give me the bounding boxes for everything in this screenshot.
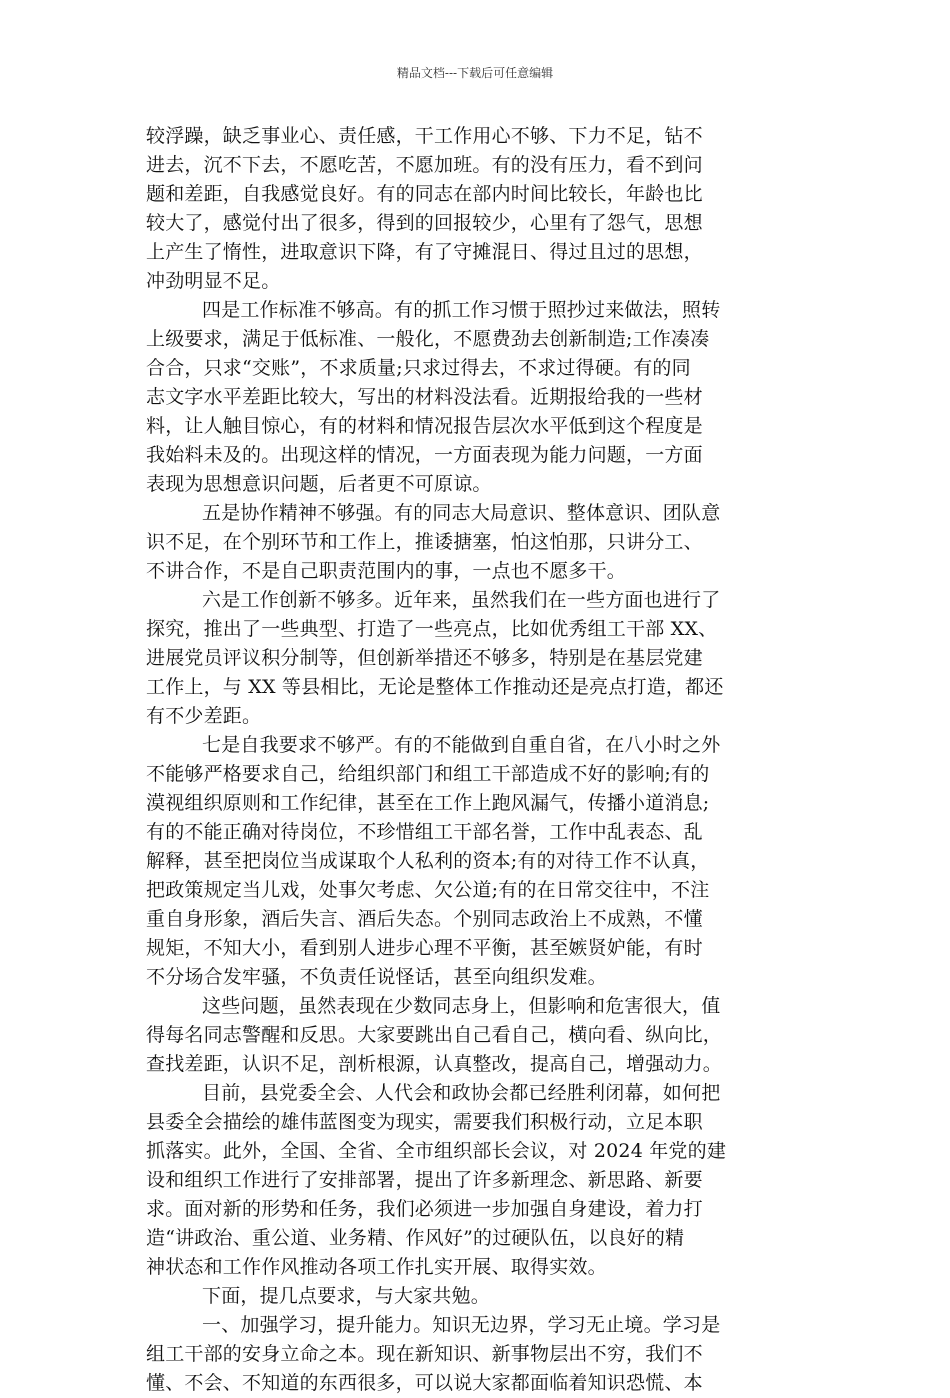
paragraph-start-line: 一、加强学习，提升能力。知识无边界，学习无止境。学习是 — [202, 1314, 721, 1336]
text-line: 上产生了惰性，进取意识下降，有了守摊混日、得过且过的思想， — [146, 241, 703, 263]
paragraph-start-line: 这些问题，虽然表现在少数同志身上，但影响和危害很大，值 — [202, 995, 721, 1017]
text-line: 工作上，与 XX 等县相比，无论是整体工作推动还是亮点打造，都还 — [146, 676, 724, 698]
text-line: 上级要求，满足于低标准、一般化，不愿费劲去创新制造;工作凑凑 — [146, 328, 710, 350]
text-line: 得每名同志警醒和反思。大家要跳出自己看自己，横向看、纵向比， — [146, 1024, 723, 1046]
text-line: 较浮躁，缺乏事业心、责任感，干工作用心不够、下力不足，钻不 — [146, 125, 703, 147]
text-line: 求。面对新的形势和任务，我们必须进一步加强自身建设，着力打 — [146, 1198, 703, 1220]
text-line: 重自身形象，酒后失言、酒后失态。个别同志政治上不成熟，不懂 — [146, 908, 703, 930]
text-line: 把政策规定当儿戏，处事欠考虑、欠公道;有的在日常交往中，不注 — [146, 879, 710, 901]
text-line: 志文字水平差距比较大，写出的材料没法看。近期报给我的一些材 — [146, 386, 703, 408]
text-line: 识不足，在个别环节和工作上，推诿搪塞，怕这怕那，只讲分工、 — [146, 531, 703, 553]
text-line: 造“讲政治、重公道、业务精、作风好”的过硬队伍，以良好的精 — [146, 1227, 685, 1249]
text-line: 抓落实。此外，全国、全省、全市组织部长会议，对 2024 年党的建 — [146, 1140, 727, 1162]
text-line: 查找差距，认识不足，剖析根源，认真整改，提高自己，增强动力。 — [146, 1053, 723, 1075]
text-line: 表现为思想意识问题，后者更不可原谅。 — [146, 473, 492, 495]
text-line: 漠视组织原则和工作纪律，甚至在工作上跑风漏气，传播小道消息; — [146, 792, 710, 814]
text-line: 解释，甚至把岗位当成谋取个人私利的资本;有的对待工作不认真， — [146, 850, 710, 872]
text-line: 不分场合发牢骚，不负责任说怪话，甚至向组织发难。 — [146, 966, 607, 988]
page-header: 精品文档---下载后可任意编辑 — [396, 66, 554, 80]
paragraph-start-line: 目前，县党委全会、人代会和政协会都已经胜利闭幕，如何把 — [202, 1082, 721, 1104]
paragraph-start-line: 六是工作创新不够多。近年来，虽然我们在一些方面也进行了 — [202, 589, 721, 611]
text-line: 料，让人触目惊心，有的材料和情况报告层次水平低到这个程度是 — [146, 415, 703, 437]
text-line: 进展党员评议积分制等，但创新举措还不够多，特别是在基层党建 — [146, 647, 703, 669]
text-line: 县委全会描绘的雄伟蓝图变为现实，需要我们积极行动，立足本职 — [146, 1111, 703, 1133]
text-line: 较大了，感觉付出了很多，得到的回报较少，心里有了怨气，思想 — [146, 212, 703, 234]
text-line: 有不少差距。 — [146, 705, 262, 727]
text-line: 不能够严格要求自己，给组织部门和组工干部造成不好的影响;有的 — [146, 763, 710, 785]
paragraph-start-line: 下面，提几点要求，与大家共勉。 — [202, 1285, 491, 1307]
text-line: 有的不能正确对待岗位，不珍惜组工干部名誉，工作中乱表态、乱 — [146, 821, 703, 843]
text-line: 探究，推出了一些典型、打造了一些亮点，比如优秀组工干部 XX、 — [146, 618, 718, 640]
paragraph-start-line: 四是工作标准不够高。有的抓工作习惯于照抄过来做法，照转 — [202, 299, 721, 321]
text-line: 不讲合作，不是自己职责范围内的事，一点也不愿多干。 — [146, 560, 627, 582]
text-line: 冲劲明显不足。 — [146, 270, 281, 292]
paragraph-start-line: 五是协作精神不够强。有的同志大局意识、整体意识、团队意 — [202, 502, 721, 524]
text-line: 题和差距，自我感觉良好。有的同志在部内时间比较长，年龄也比 — [146, 183, 703, 205]
text-line: 进去，沉不下去，不愿吃苦，不愿加班。有的没有压力，看不到问 — [146, 154, 703, 176]
text-line: 设和组织工作进行了安排部署，提出了许多新理念、新思路、新要 — [146, 1169, 703, 1191]
text-line: 合合，只求“交账”，不求质量;只求过得去，不求过得硬。有的同 — [146, 357, 691, 379]
text-line: 神状态和工作作风推动各项工作扎实开展、取得实效。 — [146, 1256, 607, 1278]
text-line: 我始料未及的。出现这样的情况，一方面表现为能力问题，一方面 — [146, 444, 703, 466]
paragraph-start-line: 七是自我要求不够严。有的不能做到自重自省，在八小时之外 — [202, 734, 721, 756]
document-body — [146, 122, 834, 1398]
text-line: 懂、不会、不知道的东西很多，可以说大家都面临着知识恐慌、本 — [146, 1372, 703, 1394]
text-line: 规矩，不知大小，看到别人进步心理不平衡，甚至嫉贤妒能，有时 — [146, 937, 703, 959]
text-line: 组工干部的安身立命之本。现在新知识、新事物层出不穷，我们不 — [146, 1343, 703, 1365]
